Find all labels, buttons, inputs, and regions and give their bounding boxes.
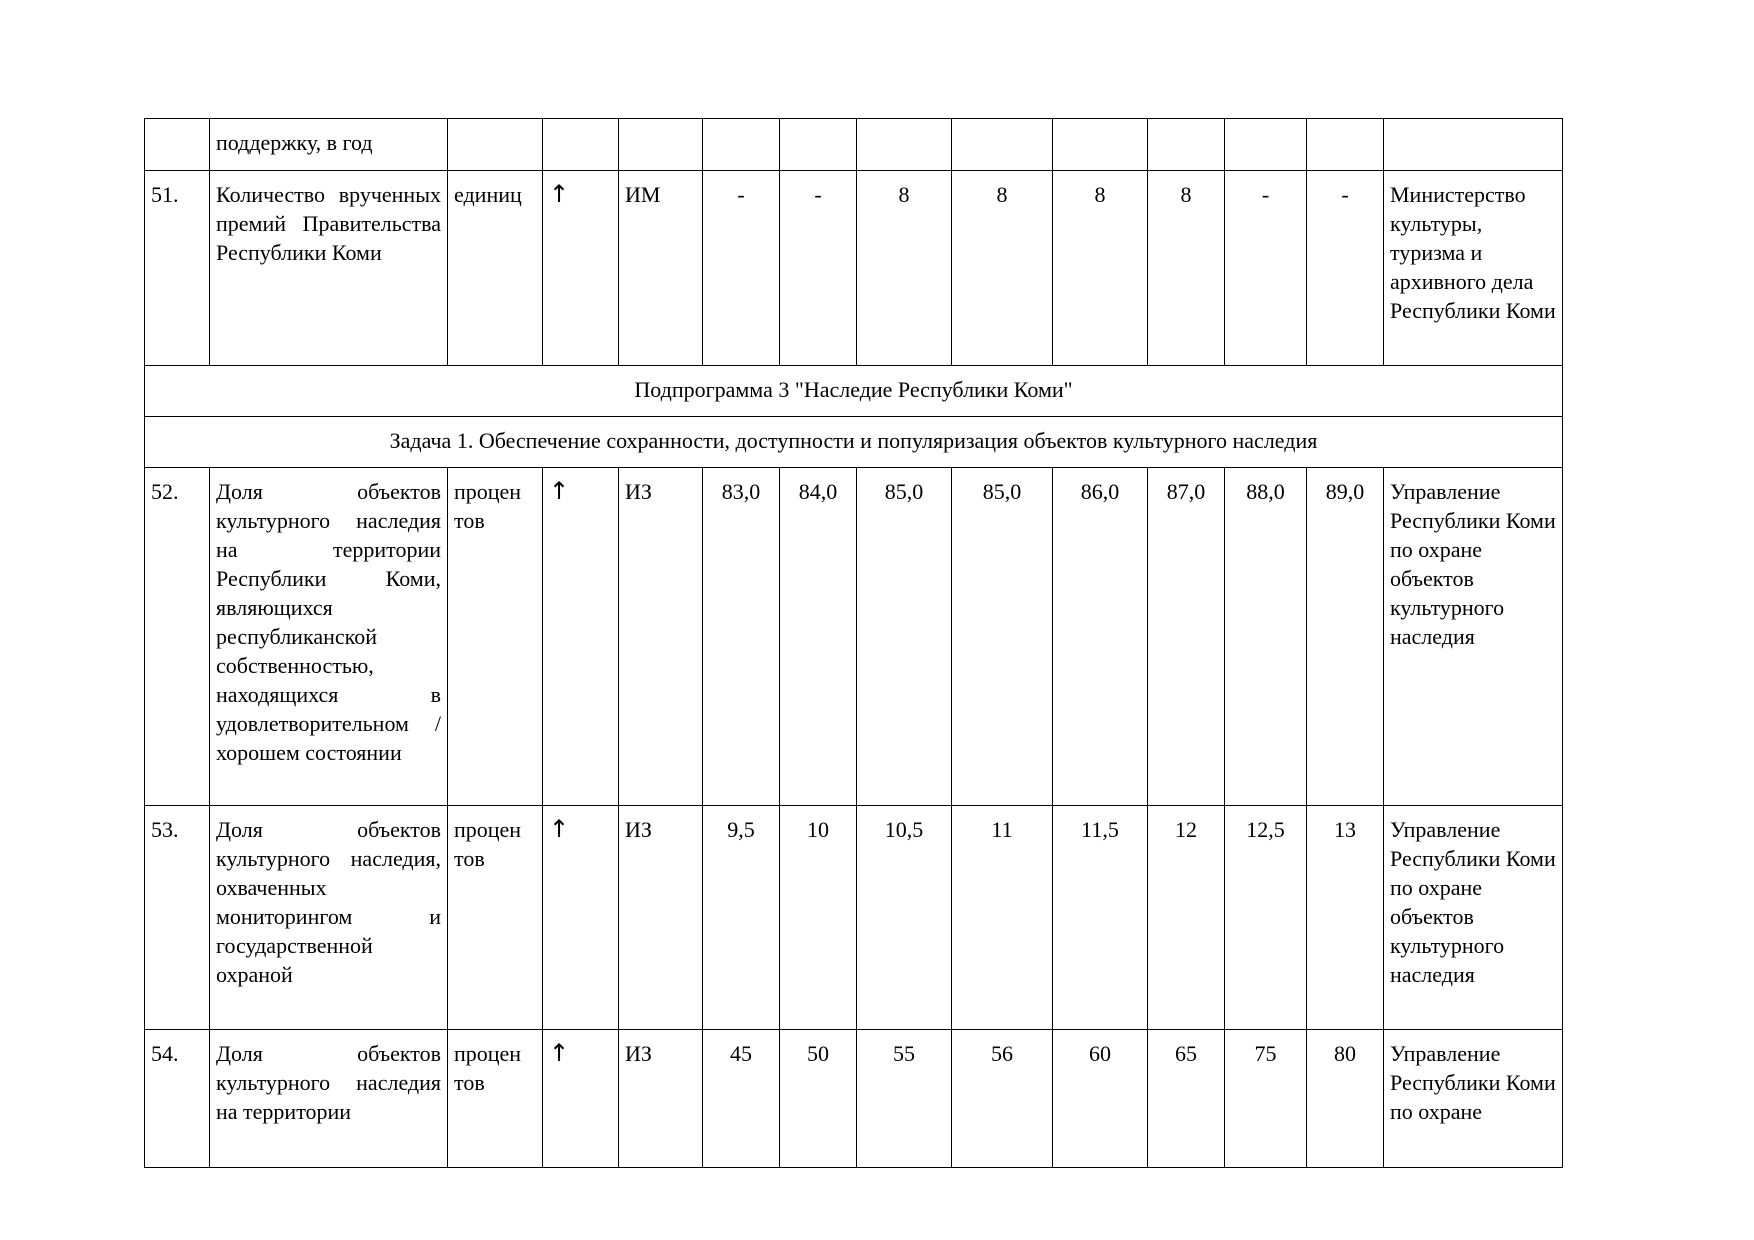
cell-responsible: Управление Республики Коми по охране объектов культурного наследия [1384,806,1563,1030]
cell-value: - [1307,171,1384,366]
cell-value: 88,0 [1225,468,1307,806]
table-row [145,1030,1563,1168]
table-row [145,366,1563,417]
cell-value: 85,0 [952,468,1053,806]
cell-num [145,119,210,171]
cell-value: 8 [952,171,1053,366]
cell-value: 9,5 [703,806,780,1030]
cell-value: 10,5 [857,806,952,1030]
cell-name: Доля объектов культурного наследия, охваченных мониторингом и государственной охраной [210,806,448,1030]
cell-responsible: Министерство культуры, туризма и архивного дела Республики Коми [1384,171,1563,366]
cell-value: 84,0 [780,468,857,806]
cell-type: ИЗ [619,806,703,1030]
cell-value: 12,5 [1225,806,1307,1030]
cell-num: 54. [145,1030,210,1168]
cell-value: 60 [1053,1030,1148,1168]
cell-value: 12 [1148,806,1225,1030]
cell-value: 89,0 [1307,468,1384,806]
cell-name: Доля объектов культурного наследия на территории Республики Коми, являющихся республиканской собственностью, находящихся в удовлетворительном /хорошем состоянии [210,468,448,806]
cell-value: - [703,171,780,366]
cell-value: 86,0 [1053,468,1148,806]
up-arrow-icon: ↑ [543,171,619,366]
cell-value: 13 [1307,806,1384,1030]
table-row [145,171,1563,366]
cell-value: 83,0 [703,468,780,806]
cell-value: 56 [952,1030,1053,1168]
cell-name: Количество врученных премий Правительства Республики Коми [210,171,448,366]
cell-type: ИЗ [619,468,703,806]
up-arrow-icon: ↑ [543,468,619,806]
cell-value: 85,0 [857,468,952,806]
cell-value: 65 [1148,1030,1225,1168]
subprogram-heading: Подпрограмма 3 "Наследие Республики Коми" [145,366,1563,417]
cell-name: Доля объектов культурного наследия на территории [210,1030,448,1168]
table-row [145,468,1563,806]
cell-unit: процен тов [448,806,543,1030]
cell-value: - [780,171,857,366]
cell-num: 52. [145,468,210,806]
cell-unit: процен тов [448,468,543,806]
cell-unit: единиц [448,171,543,366]
cell-responsible: Управление Республики Коми по охране объектов культурного наследия [1384,468,1563,806]
cell-value: 8 [857,171,952,366]
up-arrow-icon: ↑ [543,806,619,1030]
cell-value: - [1225,171,1307,366]
cell-name: поддержку, в год [210,119,448,171]
task-heading: Задача 1. Обеспечение сохранности, доступности и популяризация объектов культурного наследия [145,417,1563,468]
cell-value: 80 [1307,1030,1384,1168]
indicators-table [144,118,1563,1168]
cell-responsible: Управление Республики Коми по охране [1384,1030,1563,1168]
cell-num: 53. [145,806,210,1030]
cell-value: 10 [780,806,857,1030]
table-row [145,417,1563,468]
table-row [145,119,1563,171]
cell-value: 87,0 [1148,468,1225,806]
cell-num: 51. [145,171,210,366]
cell-value: 11 [952,806,1053,1030]
cell-value: 8 [1053,171,1148,366]
cell-unit: процен тов [448,1030,543,1168]
table-row [145,806,1563,1030]
up-arrow-icon: ↑ [543,1030,619,1168]
cell-type: ИМ [619,171,703,366]
cell-value: 45 [703,1030,780,1168]
cell-value: 50 [780,1030,857,1168]
cell-value: 8 [1148,171,1225,366]
cell-value: 75 [1225,1030,1307,1168]
cell-value: 55 [857,1030,952,1168]
cell-value: 11,5 [1053,806,1148,1030]
cell-type: ИЗ [619,1030,703,1168]
